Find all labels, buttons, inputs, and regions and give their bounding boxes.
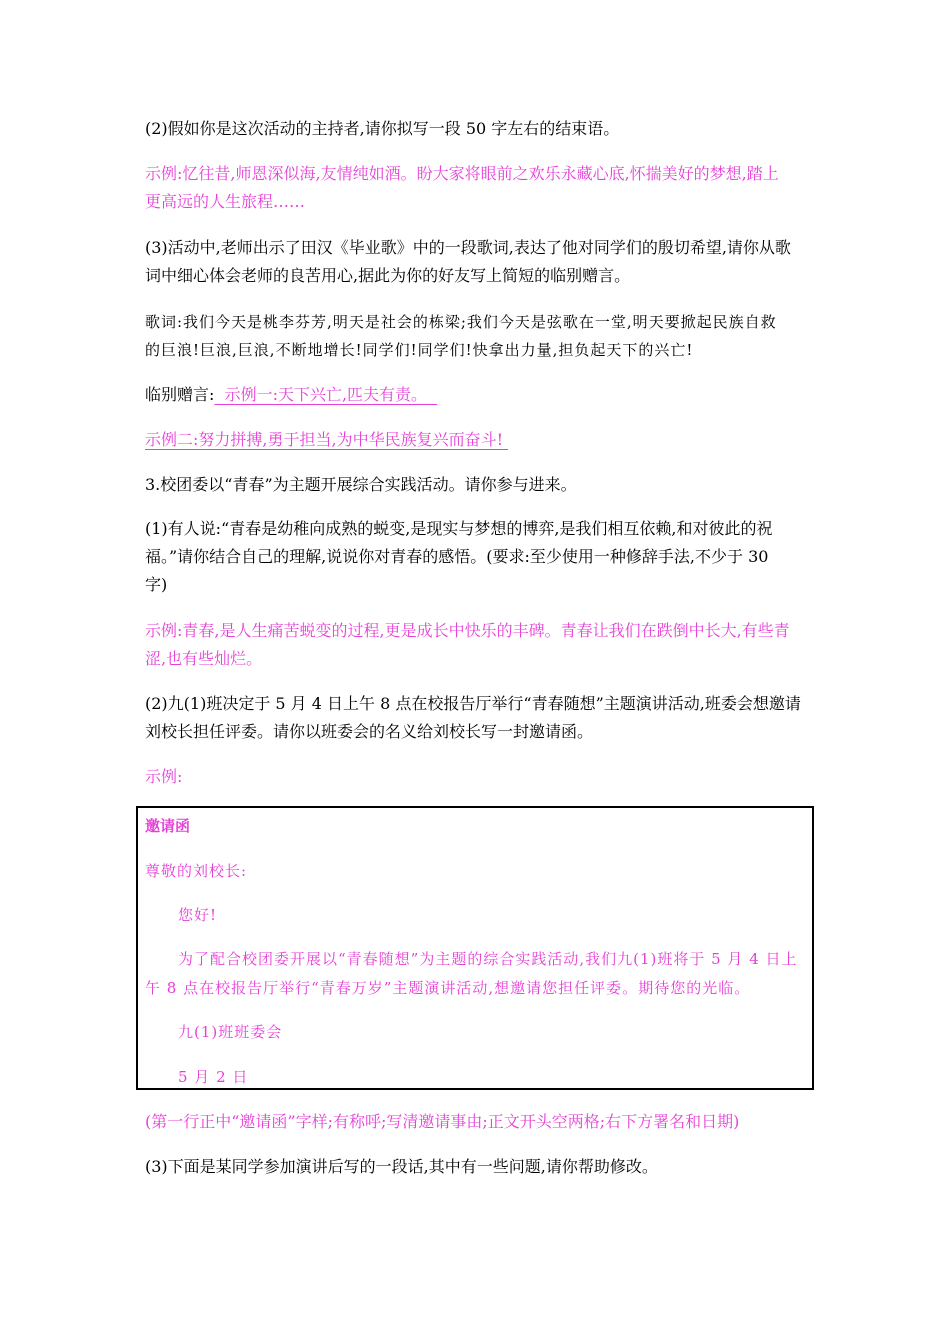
- q3-title: 3.校团委以“青春”为主题开展综合实践活动。请你参与进来。: [145, 475, 577, 494]
- letter-signature: 九(1)班班委会: [178, 1023, 283, 1041]
- letter-salutation: 尊敬的刘校长:: [145, 862, 248, 880]
- letter-body-line2: 午 8 点在校报告厅举行“青春万岁”主题演讲活动,想邀请您担任评委。期待您的光临。: [145, 979, 751, 997]
- q3-1-prompt-line3: 字): [145, 575, 168, 594]
- q3-2-answer-label: 示例:: [145, 767, 183, 786]
- invitation-letter-box: [136, 806, 814, 1090]
- q3-1-answer-line1: 示例:青春,是人生痛苦蜕变的过程,更是成长中快乐的丰碑。青春让我们在跌倒中长大,有些青: [145, 621, 790, 640]
- letter-date: 5 月 2 日: [178, 1068, 249, 1086]
- q2-3-prompt-line1: (3)活动中,老师出示了田汉《毕业歌》中的一段歌词,表达了他对同学们的殷切希望,请你从歌: [145, 238, 791, 257]
- lyrics-line2: 的巨浪!巨浪,巨浪,不断地增长!同学们!同学们!快拿出力量,担负起天下的兴亡!: [145, 341, 694, 359]
- farewell-line: [145, 386, 437, 404]
- letter-body-line1: 为了配合校团委开展以“青春随想”为主题的综合实践活动,我们九(1)班将于 5 月 4 日上: [178, 950, 798, 968]
- q2-3-prompt-line2: 词中细心体会老师的良苦用心,据此为你的好友写上简短的临别赠言。: [145, 266, 631, 285]
- q3-1-prompt-line2: 福。”请你结合自己的理解,说说你对青春的感悟。(要求:至少使用一种修辞手法,不少于 30: [145, 547, 769, 566]
- farewell-example1: 示例一:天下兴亡,匹夫有责。: [214, 385, 438, 404]
- letter-greeting: 您好!: [178, 906, 218, 924]
- q3-2-prompt-line1: (2)九(1)班决定于 5 月 4 日上午 8 点在校报告厅举行“青春随想”主题演讲活动,班委会想邀请: [145, 694, 801, 713]
- q3-2-prompt-line2: 刘校长担任评委。请你以班委会的名义给刘校长写一封邀请函。: [145, 722, 594, 741]
- q2-2-prompt: (2)假如你是这次活动的主持者,请你拟写一段 50 字左右的结束语。: [145, 119, 620, 138]
- q3-3-prompt: (3)下面是某同学参加演讲后写的一段话,其中有一些问题,请你帮助修改。: [145, 1157, 658, 1176]
- farewell-example2: 示例二:努力拼搏,勇于担当,为中华民族复兴而奋斗!: [145, 430, 509, 449]
- q3-1-answer-line2: 涩,也有些灿烂。: [145, 649, 263, 668]
- q2-2-answer-line1: 示例:忆往昔,师恩深似海,友情纯如酒。盼大家将眼前之欢乐永藏心底,怀揣美好的梦想,踏上: [145, 164, 779, 183]
- letter-title: 邀请函: [145, 817, 191, 835]
- q3-2-answer-note: (第一行正中“邀请函”字样;有称呼;写清邀请事由;正文开头空两格;右下方署名和日期): [145, 1112, 740, 1131]
- farewell-label: 临别赠言:: [145, 385, 215, 404]
- q2-2-answer-line2: 更高远的人生旅程……: [145, 192, 306, 211]
- q3-1-prompt-line1: (1)有人说:“青春是幼稚向成熟的蜕变,是现实与梦想的博弈,是我们相互依赖,和对彼此的祝: [145, 519, 773, 538]
- lyrics-line1: 歌词:我们今天是桃李芬芳,明天是社会的栋梁;我们今天是弦歌在一堂,明天要掀起民族自救: [145, 313, 777, 331]
